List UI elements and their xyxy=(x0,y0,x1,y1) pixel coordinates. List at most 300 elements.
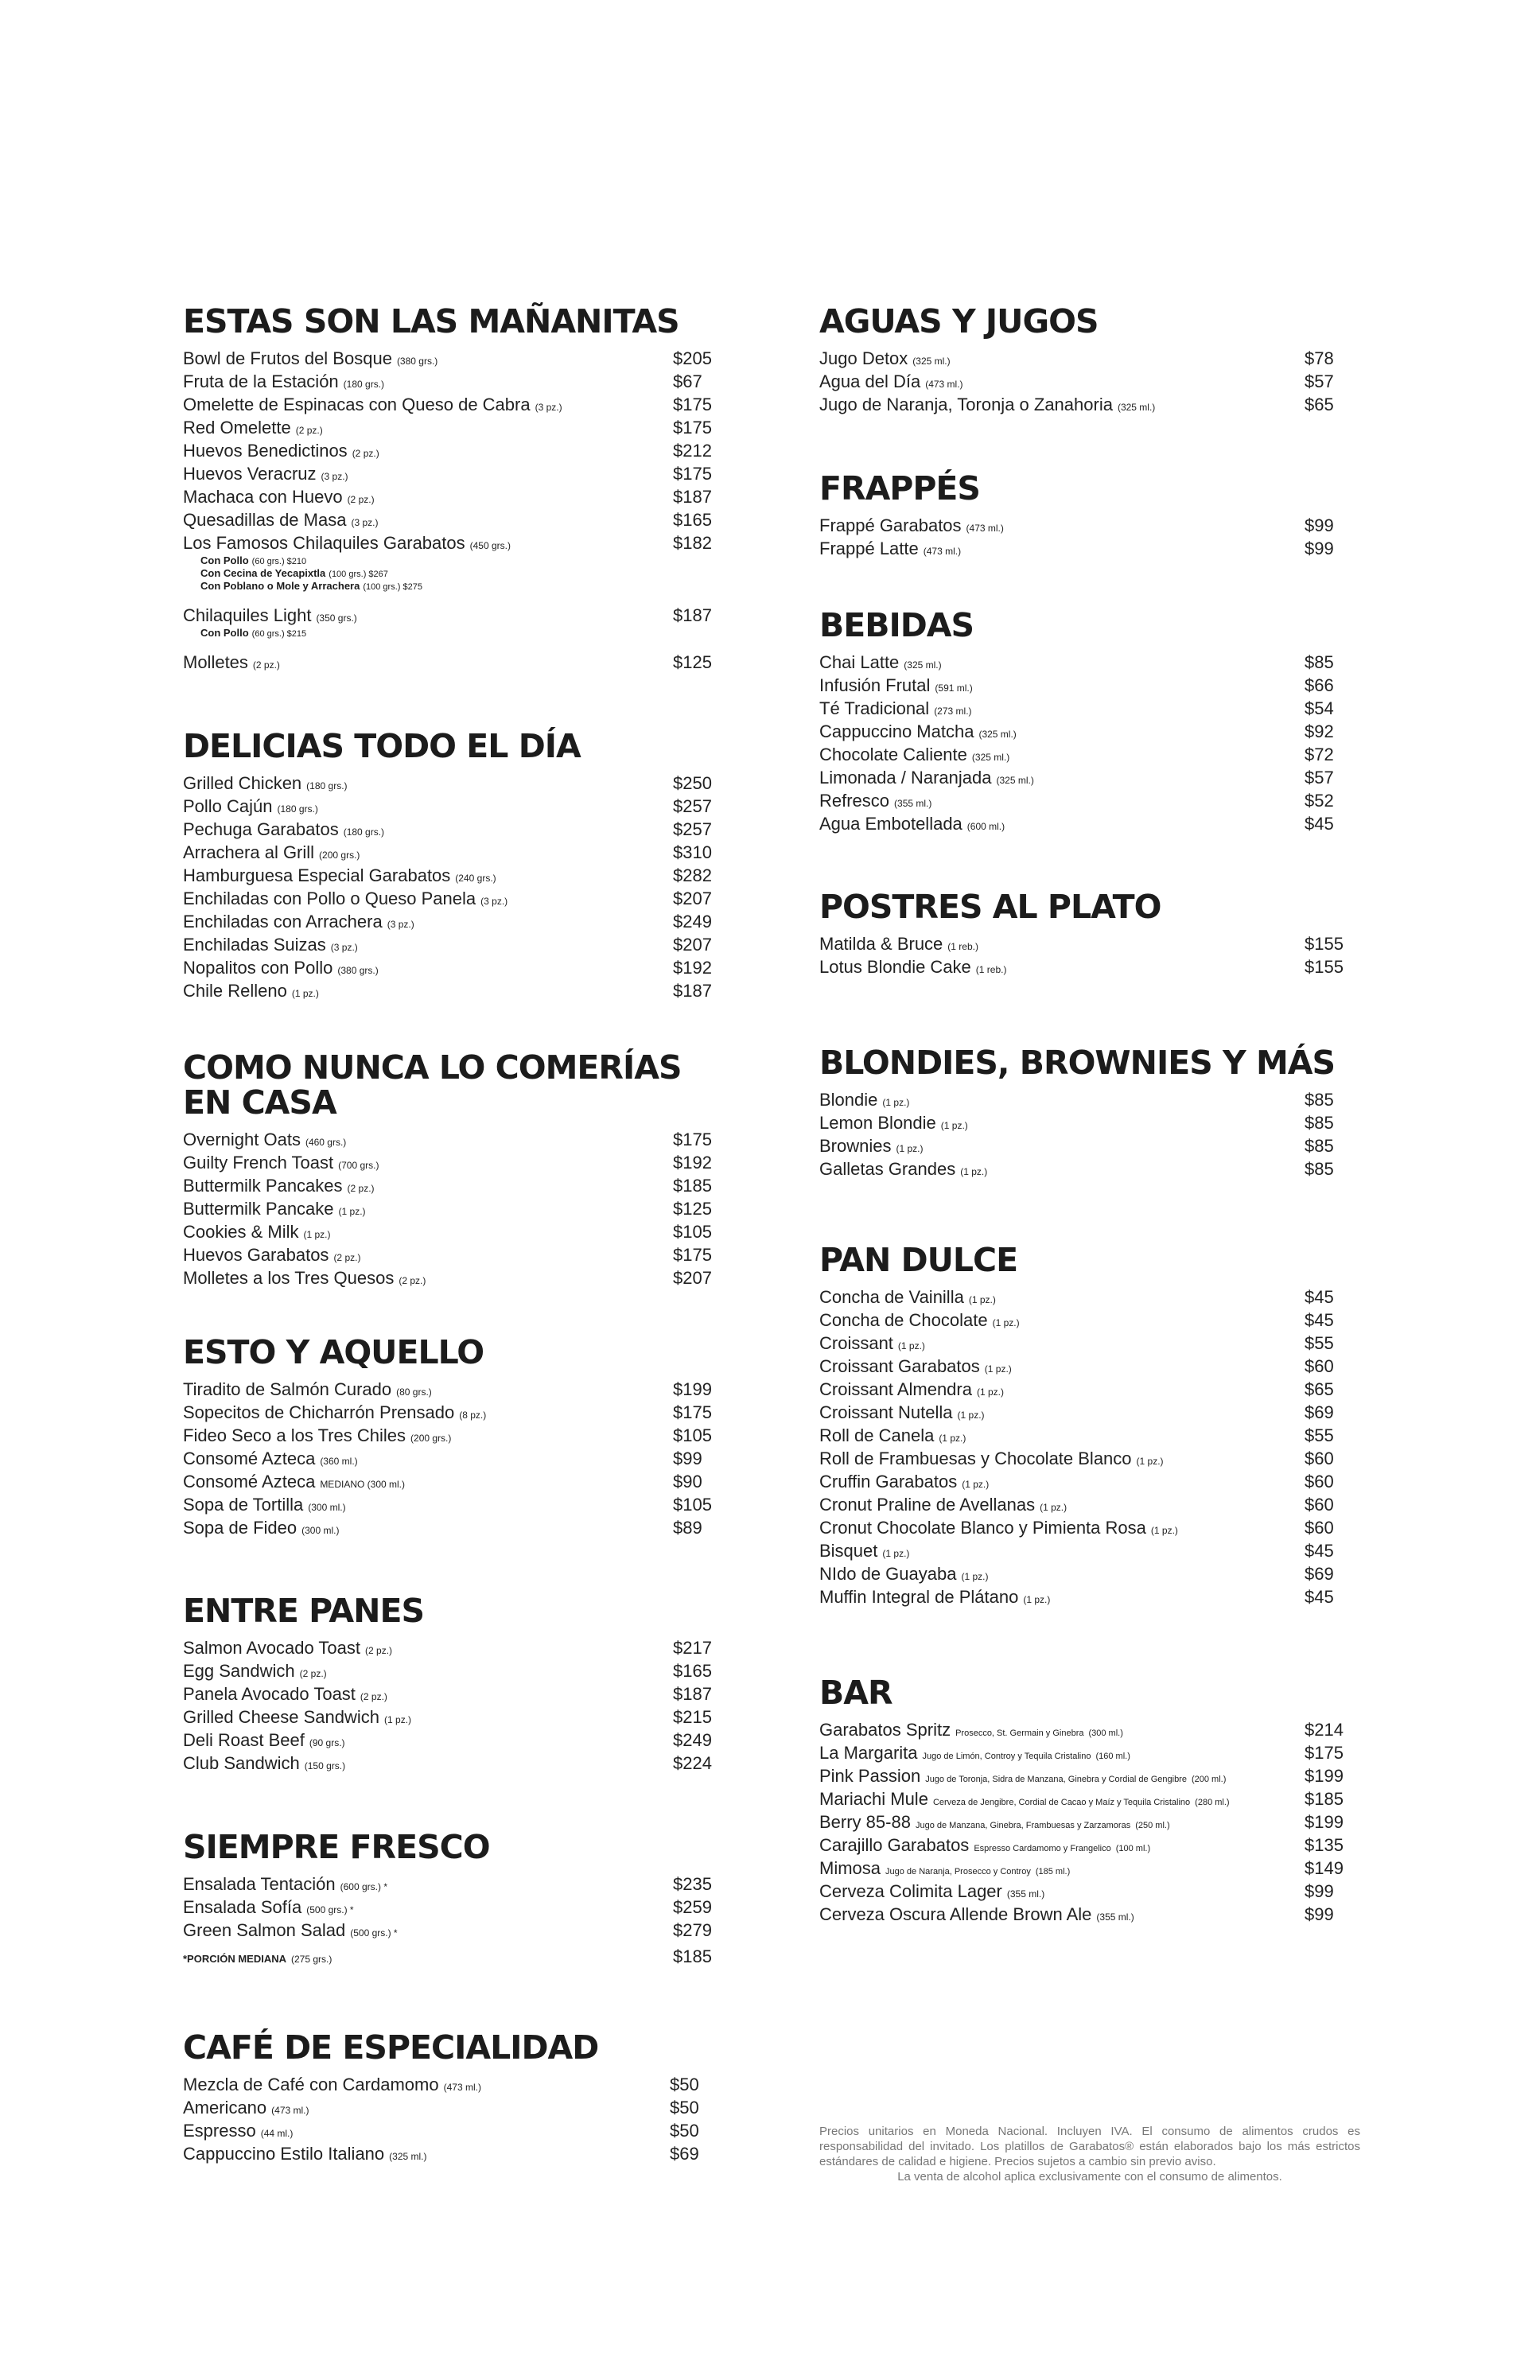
menu-item xyxy=(183,910,716,933)
item-size: (2 pz.) xyxy=(295,425,323,436)
item-size: (473 ml.) xyxy=(925,379,963,390)
menu-item xyxy=(183,1220,716,1243)
item-price: $215 xyxy=(673,1707,712,1727)
item-size: (300 ml.) xyxy=(308,1502,346,1513)
menu-item xyxy=(819,1493,1344,1516)
item-name: Chai Latte xyxy=(819,652,900,672)
item-name: Infusión Frutal xyxy=(819,675,931,695)
menu-item xyxy=(819,766,1344,789)
item-name: Carajillo Garabatos xyxy=(819,1835,970,1855)
item-name: Grilled Chicken xyxy=(183,773,302,793)
item-price: $192 xyxy=(673,1153,712,1172)
section-title: PAN DULCE xyxy=(819,1241,1018,1279)
menu-suboption: Con Poblano o Mole y Arrachera (100 grs.) $275 xyxy=(200,580,422,592)
item-name: Roll de Canela xyxy=(819,1425,935,1445)
menu-item xyxy=(819,1903,1344,1926)
item-price: $105 xyxy=(673,1222,712,1242)
item-size: (1 pz.) xyxy=(960,1166,988,1177)
item-size: (3 pz.) xyxy=(480,896,508,907)
item-size: (1 pz.) xyxy=(896,1143,924,1154)
menu-list xyxy=(183,1872,716,1942)
item-size: (500 grs.) * xyxy=(306,1904,354,1915)
menu-item xyxy=(819,1834,1344,1857)
section-title: ENTRE PANES xyxy=(183,1592,425,1630)
item-size: (180 grs.) xyxy=(306,780,348,791)
menu-item xyxy=(183,979,716,1002)
item-name: Cruffin Garabatos xyxy=(819,1472,958,1491)
item-price: $60 xyxy=(1305,1449,1334,1468)
menu-item xyxy=(819,1880,1344,1903)
item-size: (180 grs.) xyxy=(277,803,318,815)
menu-item xyxy=(183,370,716,393)
item-name: Chocolate Caliente xyxy=(819,745,967,764)
item-price: $282 xyxy=(673,865,712,885)
item-description: Jugo de Manzana, Ginebra, Frambuesas y Zarzamoras xyxy=(915,1821,1131,1830)
menu-list xyxy=(183,1636,716,1775)
section-title: POSTRES AL PLATO xyxy=(819,888,1161,926)
item-size: (1 pz.) xyxy=(1136,1456,1164,1467)
item-price: $212 xyxy=(673,441,712,461)
item-size: (591 ml.) xyxy=(935,682,973,694)
item-price: $60 xyxy=(1305,1495,1334,1515)
item-name: Consomé Azteca xyxy=(183,1449,316,1468)
menu-item xyxy=(183,416,716,439)
item-size: (325 ml.) xyxy=(912,356,951,367)
section-mananitas xyxy=(183,304,716,674)
menu-item xyxy=(183,818,716,841)
section-title-line2: EN CASA xyxy=(183,1083,336,1122)
item-price: $182 xyxy=(673,533,712,553)
item-size: (90 grs.) xyxy=(309,1737,345,1748)
item-size: (600 ml.) xyxy=(966,821,1005,832)
section-postres xyxy=(819,889,1344,978)
section-cafe xyxy=(183,2030,716,2165)
item-description: Jugo de Naranja, Prosecco y Controy xyxy=(885,1867,1031,1876)
menu-item xyxy=(819,1539,1344,1562)
menu-item xyxy=(183,841,716,864)
menu-item xyxy=(183,1659,716,1682)
item-price: $60 xyxy=(1305,1356,1334,1376)
item-name: Cerveza Colimita Lager xyxy=(819,1881,1002,1901)
item-name: Panela Avocado Toast xyxy=(183,1684,356,1704)
item-name: Jugo Detox xyxy=(819,348,908,368)
item-name: Huevos Veracruz xyxy=(183,464,317,484)
menu-item xyxy=(183,508,716,531)
item-name: Cronut Praline de Avellanas xyxy=(819,1495,1036,1515)
item-name: Salmon Avocado Toast xyxy=(183,1638,361,1658)
item-name: Machaca con Huevo xyxy=(183,487,343,507)
item-price: $55 xyxy=(1305,1333,1334,1353)
menu-item-mediana: *PORCIÓN MEDIANA (275 grs.) $185 xyxy=(183,1946,712,1966)
menu-item xyxy=(183,1243,716,1266)
item-size: (1 pz.) xyxy=(897,1340,925,1351)
menu-item xyxy=(183,1151,716,1174)
item-price: $175 xyxy=(673,1130,712,1149)
item-name: Tiradito de Salmón Curado xyxy=(183,1379,392,1399)
item-size: (380 grs.) xyxy=(337,965,379,976)
item-size: (100 ml.) xyxy=(1115,1844,1151,1853)
menu-item xyxy=(819,697,1344,720)
item-name: Fideo Seco a los Tres Chiles xyxy=(183,1425,406,1445)
menu-item xyxy=(183,393,716,416)
footnote-alcohol: La venta de alcohol aplica exclusivamente con el consumo de alimentos. xyxy=(897,2170,1282,2184)
item-size: (450 grs.) xyxy=(469,540,511,551)
item-size: (1 pz.) xyxy=(291,988,319,999)
item-name: Frappé Garabatos xyxy=(819,515,962,535)
menu-item xyxy=(819,789,1344,812)
menu-item xyxy=(819,1111,1344,1134)
item-size: (325 ml.) xyxy=(971,752,1010,763)
item-name: Cookies & Milk xyxy=(183,1222,299,1242)
section-bebidas xyxy=(819,608,1344,835)
item-price: $60 xyxy=(1305,1518,1334,1538)
item-price: $89 xyxy=(673,1518,702,1538)
item-size: (300 ml.) xyxy=(1088,1729,1123,1738)
item-size: (380 grs.) xyxy=(396,356,438,367)
item-name: Huevos Benedictinos xyxy=(183,441,348,461)
menu-item xyxy=(819,812,1344,835)
item-size: (1 pz.) xyxy=(1040,1502,1068,1513)
item-price: $165 xyxy=(673,510,712,530)
item-name: Galletas Grandes xyxy=(819,1159,956,1179)
item-price: $187 xyxy=(673,1684,712,1704)
item-size: (2 pz.) xyxy=(365,1645,393,1656)
item-size: (3 pz.) xyxy=(330,942,358,953)
item-name: Agua del Día xyxy=(819,371,921,391)
item-price: $224 xyxy=(673,1753,712,1773)
item-price: $217 xyxy=(673,1638,712,1658)
menu-item xyxy=(183,1447,716,1470)
item-name: Blondie xyxy=(819,1090,878,1110)
item-price: $85 xyxy=(1305,1159,1334,1179)
section-blondies xyxy=(819,1045,1344,1180)
menu-item xyxy=(183,485,716,508)
item-price: $175 xyxy=(1305,1743,1344,1763)
section-siempre-fresco xyxy=(183,1830,716,1968)
section-title: ESTO Y AQUELLO xyxy=(183,1333,484,1371)
item-name: La Margarita xyxy=(819,1743,918,1763)
item-name: Espresso xyxy=(183,2121,256,2141)
item-size: (325 ml.) xyxy=(904,659,942,671)
item-size: (300 ml.) xyxy=(301,1525,340,1536)
item-name: Jugo de Naranja, Toronja o Zanahoria xyxy=(819,395,1113,414)
menu-item xyxy=(183,1378,716,1401)
item-name: Huevos Garabatos xyxy=(183,1245,329,1265)
item-size: (2 pz.) xyxy=(399,1275,426,1286)
item-price: $65 xyxy=(1305,395,1334,414)
menu-item xyxy=(819,393,1344,416)
item-name: Nopalitos con Pollo xyxy=(183,958,333,978)
item-size: (473 ml.) xyxy=(443,2082,481,2093)
item-size: (1 pz.) xyxy=(882,1548,910,1559)
item-price: $207 xyxy=(673,889,712,908)
item-size: (1 pz.) xyxy=(976,1386,1004,1398)
item-price: $60 xyxy=(1305,1472,1334,1491)
menu-list xyxy=(819,347,1344,416)
item-size: (355 ml.) xyxy=(1096,1911,1134,1923)
menu-list xyxy=(819,932,1344,978)
item-name: Ensalada Sofía xyxy=(183,1897,302,1917)
item-size: (160 ml.) xyxy=(1095,1752,1130,1761)
item-price: $72 xyxy=(1305,745,1334,764)
menu-item xyxy=(819,1401,1344,1424)
item-name: Lemon Blondie xyxy=(819,1113,936,1133)
item-price: $99 xyxy=(1305,1881,1334,1901)
item-price: $105 xyxy=(673,1425,712,1445)
item-price: $78 xyxy=(1305,348,1334,368)
menu-item xyxy=(819,1332,1344,1355)
menu-item xyxy=(183,462,716,485)
item-price: $149 xyxy=(1305,1858,1344,1878)
item-price: $249 xyxy=(673,1730,712,1750)
item-price: $52 xyxy=(1305,791,1334,811)
item-price: $45 xyxy=(1305,1541,1334,1561)
item-name: Sopecitos de Chicharrón Prensado xyxy=(183,1402,455,1422)
menu-item xyxy=(819,514,1344,537)
menu-item xyxy=(183,1493,716,1516)
item-name: Ensalada Tentación xyxy=(183,1874,336,1894)
section-frappes xyxy=(819,471,1344,560)
item-price: $66 xyxy=(1305,675,1334,695)
item-name: Pollo Cajún xyxy=(183,796,273,816)
menu-item xyxy=(183,1682,716,1705)
item-size: (355 ml.) xyxy=(894,798,932,809)
item-name: Sopa de Tortilla xyxy=(183,1495,304,1515)
item-price: $165 xyxy=(673,1661,712,1681)
item-size: (273 ml.) xyxy=(934,706,972,717)
item-name: Club Sandwich xyxy=(183,1753,300,1773)
section-como-nunca xyxy=(183,1050,716,1289)
item-name: Fruta de la Estación xyxy=(183,371,339,391)
section-title: SIEMPRE FRESCO xyxy=(183,1828,490,1866)
item-size: (280 ml.) xyxy=(1195,1798,1230,1807)
item-name: Cronut Chocolate Blanco y Pimienta Rosa xyxy=(819,1518,1146,1538)
item-size: (80 grs.) xyxy=(396,1386,432,1398)
menu-item xyxy=(183,347,716,370)
item-size: (500 grs.) * xyxy=(350,1927,398,1939)
item-price: $45 xyxy=(1305,1287,1334,1307)
menu-item xyxy=(183,2119,716,2142)
item-price: $175 xyxy=(673,418,712,438)
menu-item xyxy=(819,1741,1344,1764)
menu-item xyxy=(819,1447,1344,1470)
item-price: $199 xyxy=(1305,1766,1344,1786)
item-size: (1 pz.) xyxy=(1023,1594,1051,1605)
item-price: $175 xyxy=(673,1402,712,1422)
item-size: (180 grs.) xyxy=(343,826,385,838)
section-delicias xyxy=(183,729,716,1002)
menu-item xyxy=(183,531,716,554)
menu-list xyxy=(183,1378,716,1539)
menu-item xyxy=(819,1157,1344,1180)
menu-item xyxy=(183,439,716,462)
item-size: (355 ml.) xyxy=(1006,1888,1045,1900)
item-name: Green Salmon Salad xyxy=(183,1920,346,1940)
section-bar xyxy=(819,1675,1344,1926)
menu-list xyxy=(183,347,716,554)
item-size: (473 ml.) xyxy=(271,2105,309,2116)
item-name: Matilda & Bruce xyxy=(819,934,943,954)
item-name: Enchiladas Suizas xyxy=(183,935,326,955)
item-size: (1 pz.) xyxy=(992,1317,1020,1328)
item-size: (1 pz.) xyxy=(384,1714,412,1725)
item-size: (3 pz.) xyxy=(351,517,379,528)
item-price: $175 xyxy=(673,395,712,414)
item-price: $57 xyxy=(1305,768,1334,788)
item-price: $45 xyxy=(1305,1587,1334,1607)
menu-item xyxy=(819,674,1344,697)
section-esto-y-aquello xyxy=(183,1335,716,1539)
menu-item xyxy=(183,2142,716,2165)
menu-item xyxy=(183,1470,716,1493)
menu-item xyxy=(183,1174,716,1197)
item-name: Agua Embotellada xyxy=(819,814,962,834)
item-price: $69 xyxy=(670,2144,699,2164)
item-name: Garabatos Spritz xyxy=(819,1720,951,1740)
menu-list xyxy=(819,1088,1344,1180)
menu-item xyxy=(183,1128,716,1151)
item-size: (3 pz.) xyxy=(321,471,348,482)
item-size: (200 grs.) xyxy=(410,1433,452,1444)
item-price: $155 xyxy=(1305,934,1344,954)
item-price: $257 xyxy=(673,819,712,839)
item-name: Omelette de Espinacas con Queso de Cabra xyxy=(183,395,531,414)
item-name: Americano xyxy=(183,2098,267,2118)
item-price: $69 xyxy=(1305,1402,1334,1422)
item-description: Jugo de Toronja, Sidra de Manzana, Ginebra y Cordial de Gengibre xyxy=(925,1775,1187,1784)
item-price: $65 xyxy=(1305,1379,1334,1399)
item-price: $99 xyxy=(1305,1904,1334,1924)
item-size: (8 pz.) xyxy=(459,1410,487,1421)
menu-item xyxy=(183,933,716,956)
item-name: Cappuccino Matcha xyxy=(819,721,974,741)
item-size: (150 grs.) xyxy=(304,1760,346,1771)
item-size: (600 grs.) * xyxy=(340,1881,387,1892)
item-size: (2 pz.) xyxy=(352,448,379,459)
item-price: $90 xyxy=(673,1472,702,1491)
item-size: (2 pz.) xyxy=(299,1668,327,1679)
item-price: $50 xyxy=(670,2098,699,2118)
item-size: (3 pz.) xyxy=(387,919,414,930)
item-price: $85 xyxy=(1305,1136,1334,1156)
menu-item xyxy=(183,2073,716,2096)
menu-item xyxy=(183,1516,716,1539)
menu-item: Chilaquiles Light (350 grs.) $187 xyxy=(183,605,712,625)
section-aguas-y-jugos xyxy=(819,304,1344,416)
menu-item xyxy=(183,1919,716,1942)
item-name: Croissant Nutella xyxy=(819,1402,953,1422)
menu-item xyxy=(819,720,1344,743)
item-size: (473 ml.) xyxy=(966,523,1004,534)
menu-item xyxy=(183,1705,716,1729)
item-size: (1 pz.) xyxy=(968,1294,996,1305)
menu-item xyxy=(819,651,1344,674)
menu-list xyxy=(819,1718,1344,1926)
menu-item xyxy=(183,864,716,887)
item-size: (1 pz.) xyxy=(984,1363,1012,1375)
item-price: $187 xyxy=(673,981,712,1001)
item-name: Guilty French Toast xyxy=(183,1153,334,1172)
item-name: Bowl de Frutos del Bosque xyxy=(183,348,392,368)
menu-list xyxy=(819,651,1344,835)
menu-item xyxy=(819,1088,1344,1111)
item-name: Sopa de Fideo xyxy=(183,1518,298,1538)
menu-list xyxy=(183,1128,716,1289)
item-price: $192 xyxy=(673,958,712,978)
menu-item xyxy=(819,1562,1344,1585)
menu-item xyxy=(183,1729,716,1752)
item-price: $199 xyxy=(1305,1812,1344,1832)
menu-item xyxy=(819,1718,1344,1741)
item-name: Mimosa xyxy=(819,1858,881,1878)
item-description: Espresso Cardamomo y Frangelico xyxy=(974,1844,1111,1853)
section-title: DELICIAS TODO EL DÍA xyxy=(183,727,581,765)
menu-item xyxy=(183,1896,716,1919)
item-name: Pink Passion xyxy=(819,1766,921,1786)
item-price: $249 xyxy=(673,912,712,931)
menu-suboption: Con Cecina de Yecapixtla (100 grs.) $267 xyxy=(200,567,388,579)
item-name: Pechuga Garabatos xyxy=(183,819,339,839)
item-name: Overnight Oats xyxy=(183,1130,301,1149)
item-name: Concha de Vainilla xyxy=(819,1287,964,1307)
item-size: (250 ml.) xyxy=(1135,1821,1170,1830)
section-title: FRAPPÉS xyxy=(819,469,980,508)
menu-list xyxy=(819,514,1344,560)
item-price: $99 xyxy=(1305,515,1334,535)
footnote xyxy=(819,2124,1360,2184)
item-name: Muffin Integral de Plátano xyxy=(819,1587,1019,1607)
menu-list xyxy=(183,2073,716,2165)
item-size: (185 ml.) xyxy=(1035,1867,1071,1876)
menu-item xyxy=(819,1424,1344,1447)
item-price: $279 xyxy=(673,1920,712,1940)
item-size: (1 reb.) xyxy=(975,964,1007,975)
section-title: BLONDIES, BROWNIES Y MÁS xyxy=(819,1044,1336,1082)
menu-item xyxy=(819,1378,1344,1401)
item-size: (44 ml.) xyxy=(260,2128,294,2139)
menu-item xyxy=(819,370,1344,393)
menu-list xyxy=(183,772,716,1002)
menu-item xyxy=(819,537,1344,560)
item-name: Molletes a los Tres Quesos xyxy=(183,1268,395,1288)
item-price: $155 xyxy=(1305,957,1344,977)
section-title: BAR xyxy=(819,1674,892,1712)
menu-item xyxy=(183,1752,716,1775)
menu-list xyxy=(819,1285,1344,1608)
item-price: $85 xyxy=(1305,1113,1334,1133)
section-title: BEBIDAS xyxy=(819,606,974,644)
item-price: $175 xyxy=(673,464,712,484)
item-name: Cappuccino Estilo Italiano xyxy=(183,2144,385,2164)
item-size: (1 pz.) xyxy=(961,1571,989,1582)
item-size: (2 pz.) xyxy=(347,1183,375,1194)
item-name: Croissant Almendra xyxy=(819,1379,972,1399)
item-size: (180 grs.) xyxy=(343,379,385,390)
item-size: (3 pz.) xyxy=(535,402,562,413)
item-price: $50 xyxy=(670,2075,699,2094)
menu-item xyxy=(819,1516,1344,1539)
item-size: (473 ml.) xyxy=(923,546,962,557)
menu-item xyxy=(183,772,716,795)
item-size: (325 ml.) xyxy=(978,729,1017,740)
item-price: $207 xyxy=(673,1268,712,1288)
menu-item xyxy=(183,795,716,818)
item-size: (1 pz.) xyxy=(940,1120,968,1131)
item-name: Red Omelette xyxy=(183,418,291,438)
item-size: (1 reb.) xyxy=(947,941,978,952)
item-name: Refresco xyxy=(819,791,890,811)
item-size: MEDIANO (300 ml.) xyxy=(320,1479,405,1490)
